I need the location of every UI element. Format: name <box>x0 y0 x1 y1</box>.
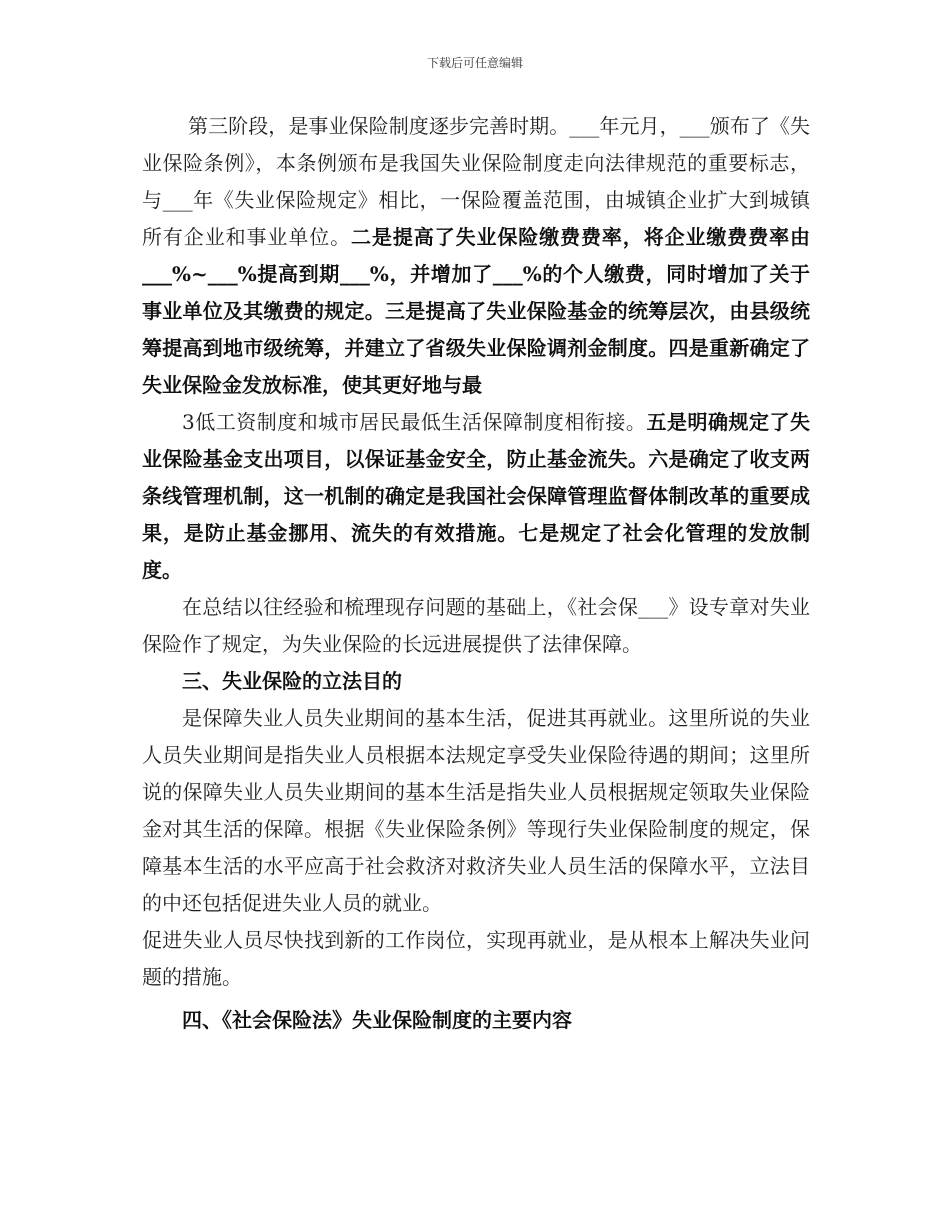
paragraph-continuation-text: 3低工资制度和城市居民最低生活保障制度相衔接。 <box>182 410 647 434</box>
document-body <box>142 108 810 1039</box>
paragraph-reemployment: 促进失业人员尽快找到新的工作岗位，实现再就业，是从根本上解决失业问题的措施。 <box>142 928 810 989</box>
paragraph-continuation-bold: 五是明确规定了失业保险基金支出项目，以保证基金安全，防止基金流失。六是确定了收支两条线管理机制，这一机制的确定是我国社会保障管理监督体制改革的重要成果，是防止基金挪用、流失的有效措施。七是规定了社会化管理的发放制度。 <box>142 410 810 582</box>
paragraph-stage-three-bold: 二是提高了失业保险缴费费率，将企业缴费费率由___%~___%提高到期___%，并增加了___%的个人缴费，同时增加了关于事业单位及其缴费的规定。三是提高了失业保险基金的统筹层次，由县级统筹提高到地市级统筹，并建立了省级失业保险调剂金制度。四是重新确定了失业保险金发放标准，使其更好地与最 <box>142 225 811 397</box>
section-heading-three: 三、失业保险的立法目的 <box>182 669 402 693</box>
paragraph-continuation <box>142 404 810 589</box>
paragraph-stage-three-text: 第三阶段，是事业保险制度逐步完善时期。___年元月，___颁布了《失业保险条例》，本条例颁布是我国失业保险制度走向法律规范的重要标志，与___年《失业保险规定》相比，一保险覆盖范围，由城镇企业扩大到城镇所有企业和事业单位。 <box>142 114 810 249</box>
section-heading-four: 四、《社会保险法》失业保险制度的主要内容 <box>182 1008 572 1032</box>
paragraph-purpose: 是保障失业人员失业期间的基本生活，促进其再就业。这里所说的失业人员失业期间是指失业人员根据本法规定享受失业保险待遇的期间；这里所说的保障失业人员失业期间的基本生活是指失业人员根据规定领取失业保险金对其生活的保障。根据《失业保险条例》等现行失业保险制度的规定，保障基本生活的水平应高于社会救济对救济失业人员生活的保障水平，立法目的中还包括促进失业人员的就业。 <box>142 706 810 915</box>
header-note: 下载后可任意编辑 <box>426 56 523 70</box>
paragraph-stage-three <box>142 108 810 404</box>
paragraph-summary: 在总结以往经验和梳理现存问题的基础上，《社会保___》设专章对失业保险作了规定，为失业保险的长远进展提供了法律保障。 <box>142 595 810 656</box>
